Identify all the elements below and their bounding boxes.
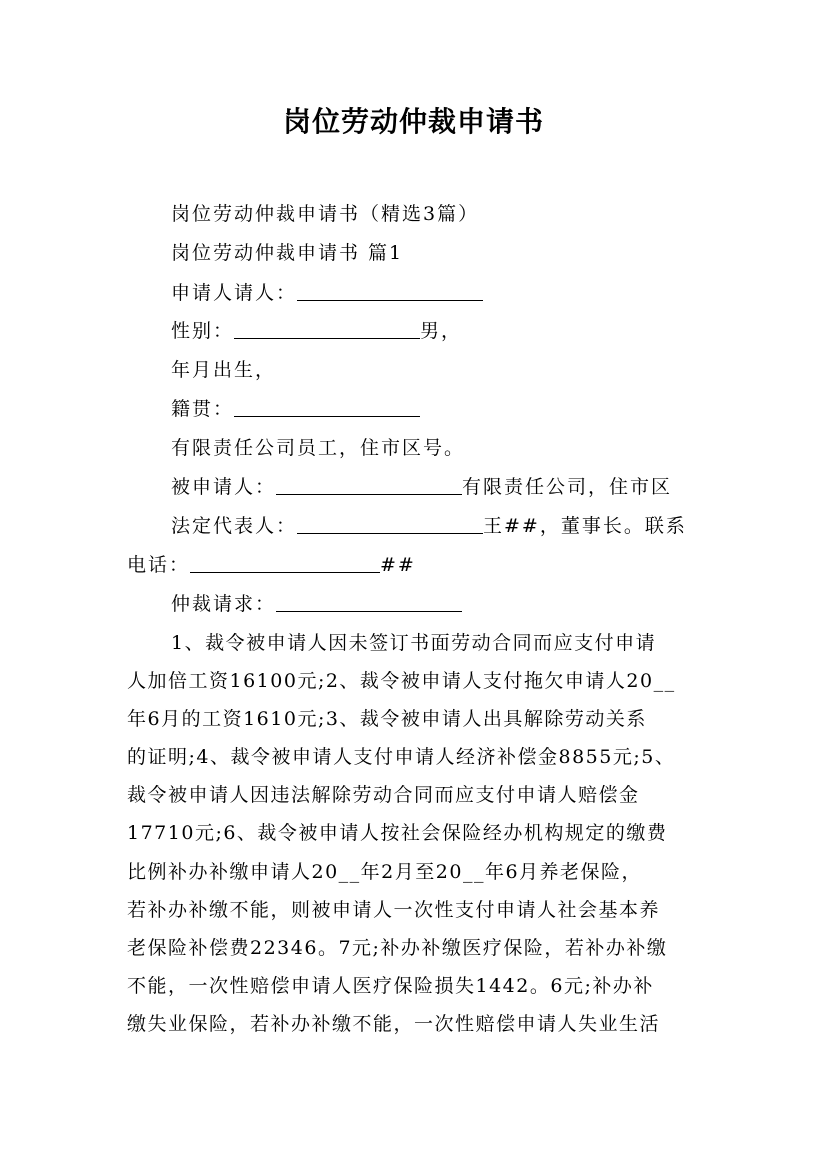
gender-label: 性别： — [171, 320, 235, 342]
respondent-blank — [276, 476, 462, 495]
phone-blank — [190, 554, 380, 573]
body-line: 比例补办补缴申请人20__年2月至20__年6月养老保险， — [127, 861, 643, 883]
body-line: 1、裁令被申请人因未签订书面劳动合同而应支付申请 — [171, 632, 657, 654]
body-line: 17710元;6、裁令被申请人按社会保险经办机构规定的缴费 — [127, 822, 668, 844]
subtitle: 岗位劳动仲裁申请书（精选3篇） — [171, 203, 480, 225]
legal-rep-label: 法定代表人： — [171, 515, 298, 537]
origin-blank — [234, 398, 420, 417]
applicant-label: 申请人请人： — [171, 282, 298, 304]
respondent-label: 被申请人： — [171, 476, 277, 498]
phone-label: 电话： — [127, 554, 191, 576]
respondent-line — [171, 472, 672, 499]
body-line: 缴失业保险，若补办补缴不能，一次性赔偿申请人失业生活 — [127, 1013, 661, 1035]
body-line: 裁令被申请人因违法解除劳动合同而应支付申请人赔偿金 — [127, 784, 640, 806]
origin-label: 籍贯： — [171, 398, 235, 420]
applicant-blank — [297, 282, 483, 301]
claims-line — [171, 589, 462, 616]
respondent-suffix: 有限责任公司，住市区 — [462, 476, 673, 498]
page-title: 岗位劳动仲裁申请书 — [282, 105, 544, 138]
body-line: 人加倍工资16100元;2、裁令被申请人支付拖欠申请人20__ — [127, 670, 676, 692]
employer-line: 有限责任公司员工，住市区号。 — [171, 437, 466, 459]
legal-rep-suffix: 王##，董事长。联系 — [483, 515, 687, 537]
body-line: 不能，一次性赔偿申请人医疗保险损失1442。6元;补办补 — [127, 975, 654, 997]
claims-blank — [276, 593, 462, 612]
body-line: 年6月的工资1610元;3、裁令被申请人出具解除劳动关系 — [127, 708, 647, 730]
gender-blank — [234, 320, 420, 339]
body-line: 老保险补偿费22346。7元;补办补缴医疗保险，若补办补缴 — [127, 937, 668, 959]
gender-value: 男， — [420, 320, 463, 342]
body-line: 的证明;4、裁令被申请人支付申请人经济补偿金8855元;5、 — [127, 746, 676, 768]
legal-rep-line — [171, 511, 687, 538]
phone-suffix: ## — [380, 554, 416, 576]
phone-line — [127, 550, 416, 577]
claims-label: 仲裁请求： — [171, 593, 277, 615]
birth-line: 年月出生， — [171, 359, 277, 381]
legal-rep-blank — [297, 515, 483, 534]
origin-line — [171, 394, 420, 421]
section-heading: 岗位劳动仲裁申请书 篇1 — [171, 242, 404, 264]
applicant-line — [171, 278, 483, 305]
body-line: 若补办补缴不能，则被申请人一次性支付申请人社会基本养 — [127, 899, 661, 921]
gender-line — [171, 316, 462, 343]
